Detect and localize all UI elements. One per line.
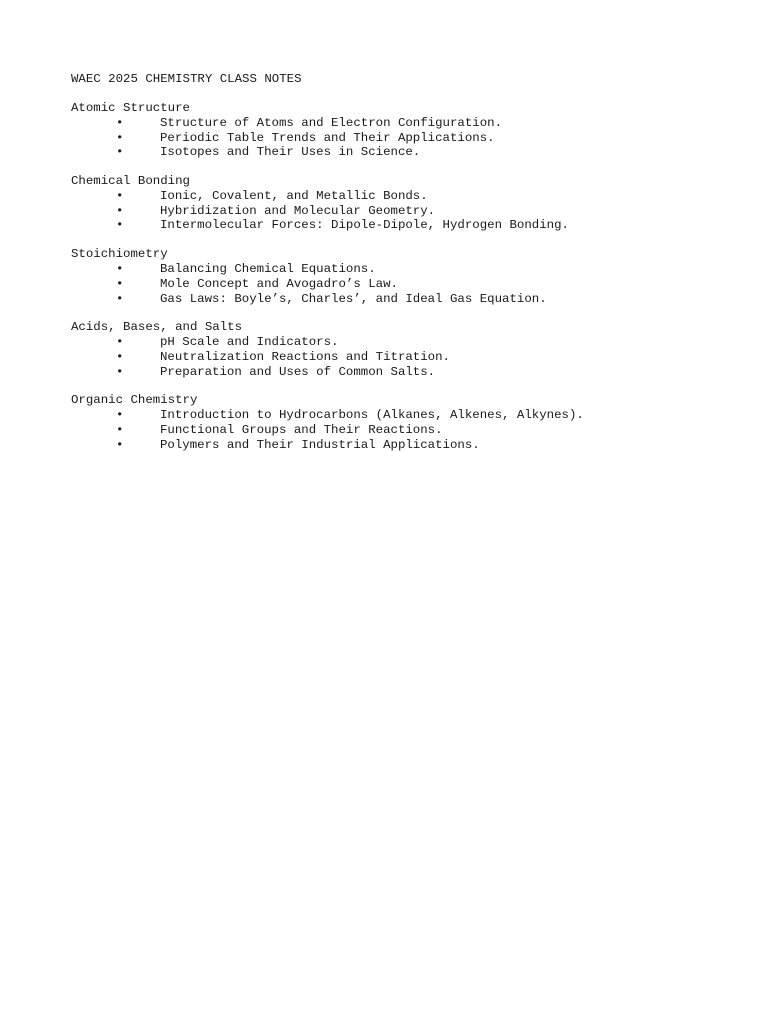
list-item-text: Introduction to Hydrocarbons (Alkanes, Alkenes, Alkynes). [160,408,584,423]
list-item [71,408,711,423]
list-item [71,204,711,219]
bullet-icon: • [116,203,124,218]
list-item-text: Ionic, Covalent, and Metallic Bonds. [160,189,428,204]
list-item-text: Intermolecular Forces: Dipole-Dipole, Hydrogen Bonding. [160,218,569,233]
list-item [71,438,711,453]
section-heading: Chemical Bonding [71,174,190,189]
list-item [71,423,711,438]
list-item-text: Balancing Chemical Equations. [160,262,376,277]
section-heading: Stoichiometry [71,247,168,262]
list-item-text: Polymers and Their Industrial Applications. [160,437,480,452]
bullet-icon: • [116,335,124,350]
list-item [71,350,711,365]
list-item-text: Mole Concept and Avogadro’s Law. [160,276,398,291]
section-heading: Acids, Bases, and Salts [71,320,243,335]
list-item [71,277,711,292]
bullet-icon: • [116,437,124,452]
bullet-icon: • [116,218,124,233]
list-item [71,116,711,131]
bullet-list [71,189,711,233]
list-item-text: Isotopes and Their Uses in Science. [160,145,421,160]
section-heading: Organic Chemistry [71,393,198,408]
list-item-text: Functional Groups and Their Reactions. [160,422,443,437]
bullet-icon: • [116,349,124,364]
bullet-icon: • [116,364,124,379]
list-item [71,292,711,307]
list-item-text: pH Scale and Indicators. [160,335,339,350]
section-atomic-structure [71,101,711,160]
list-item [71,189,711,204]
bullet-icon: • [116,189,124,204]
section-organic-chemistry [71,393,711,452]
document-title: WAEC 2025 CHEMISTRY CLASS NOTES [71,72,302,86]
list-item-text: Hybridization and Molecular Geometry. [160,203,436,218]
bullet-list [71,408,711,452]
list-item [71,335,711,350]
list-item [71,365,711,380]
list-item [71,145,711,160]
bullet-icon: • [116,276,124,291]
bullet-list [71,262,711,306]
bullet-icon: • [116,262,124,277]
bullet-list [71,116,711,160]
list-item-text: Neutralization Reactions and Titration. [160,349,450,364]
section-chemical-bonding [71,174,711,233]
bullet-icon: • [116,116,124,130]
list-item-text: Preparation and Uses of Common Salts. [160,364,436,379]
bullet-list [71,335,711,379]
bullet-icon: • [116,422,124,437]
section-acids-bases-salts [71,320,711,379]
bullet-icon: • [116,408,124,423]
bullet-icon: • [116,130,124,145]
list-item [71,218,711,233]
list-item-text: Periodic Table Trends and Their Applications. [160,130,495,145]
list-item [71,131,711,146]
list-item-text: Structure of Atoms and Electron Configuration. [160,116,503,130]
document-page [71,72,711,452]
bullet-icon: • [116,145,124,160]
list-item [71,262,711,277]
section-stoichiometry [71,247,711,306]
list-item-text: Gas Laws: Boyle’s, Charles’, and Ideal Gas Equation. [160,291,547,306]
section-heading: Atomic Structure [71,101,190,115]
bullet-icon: • [116,291,124,306]
